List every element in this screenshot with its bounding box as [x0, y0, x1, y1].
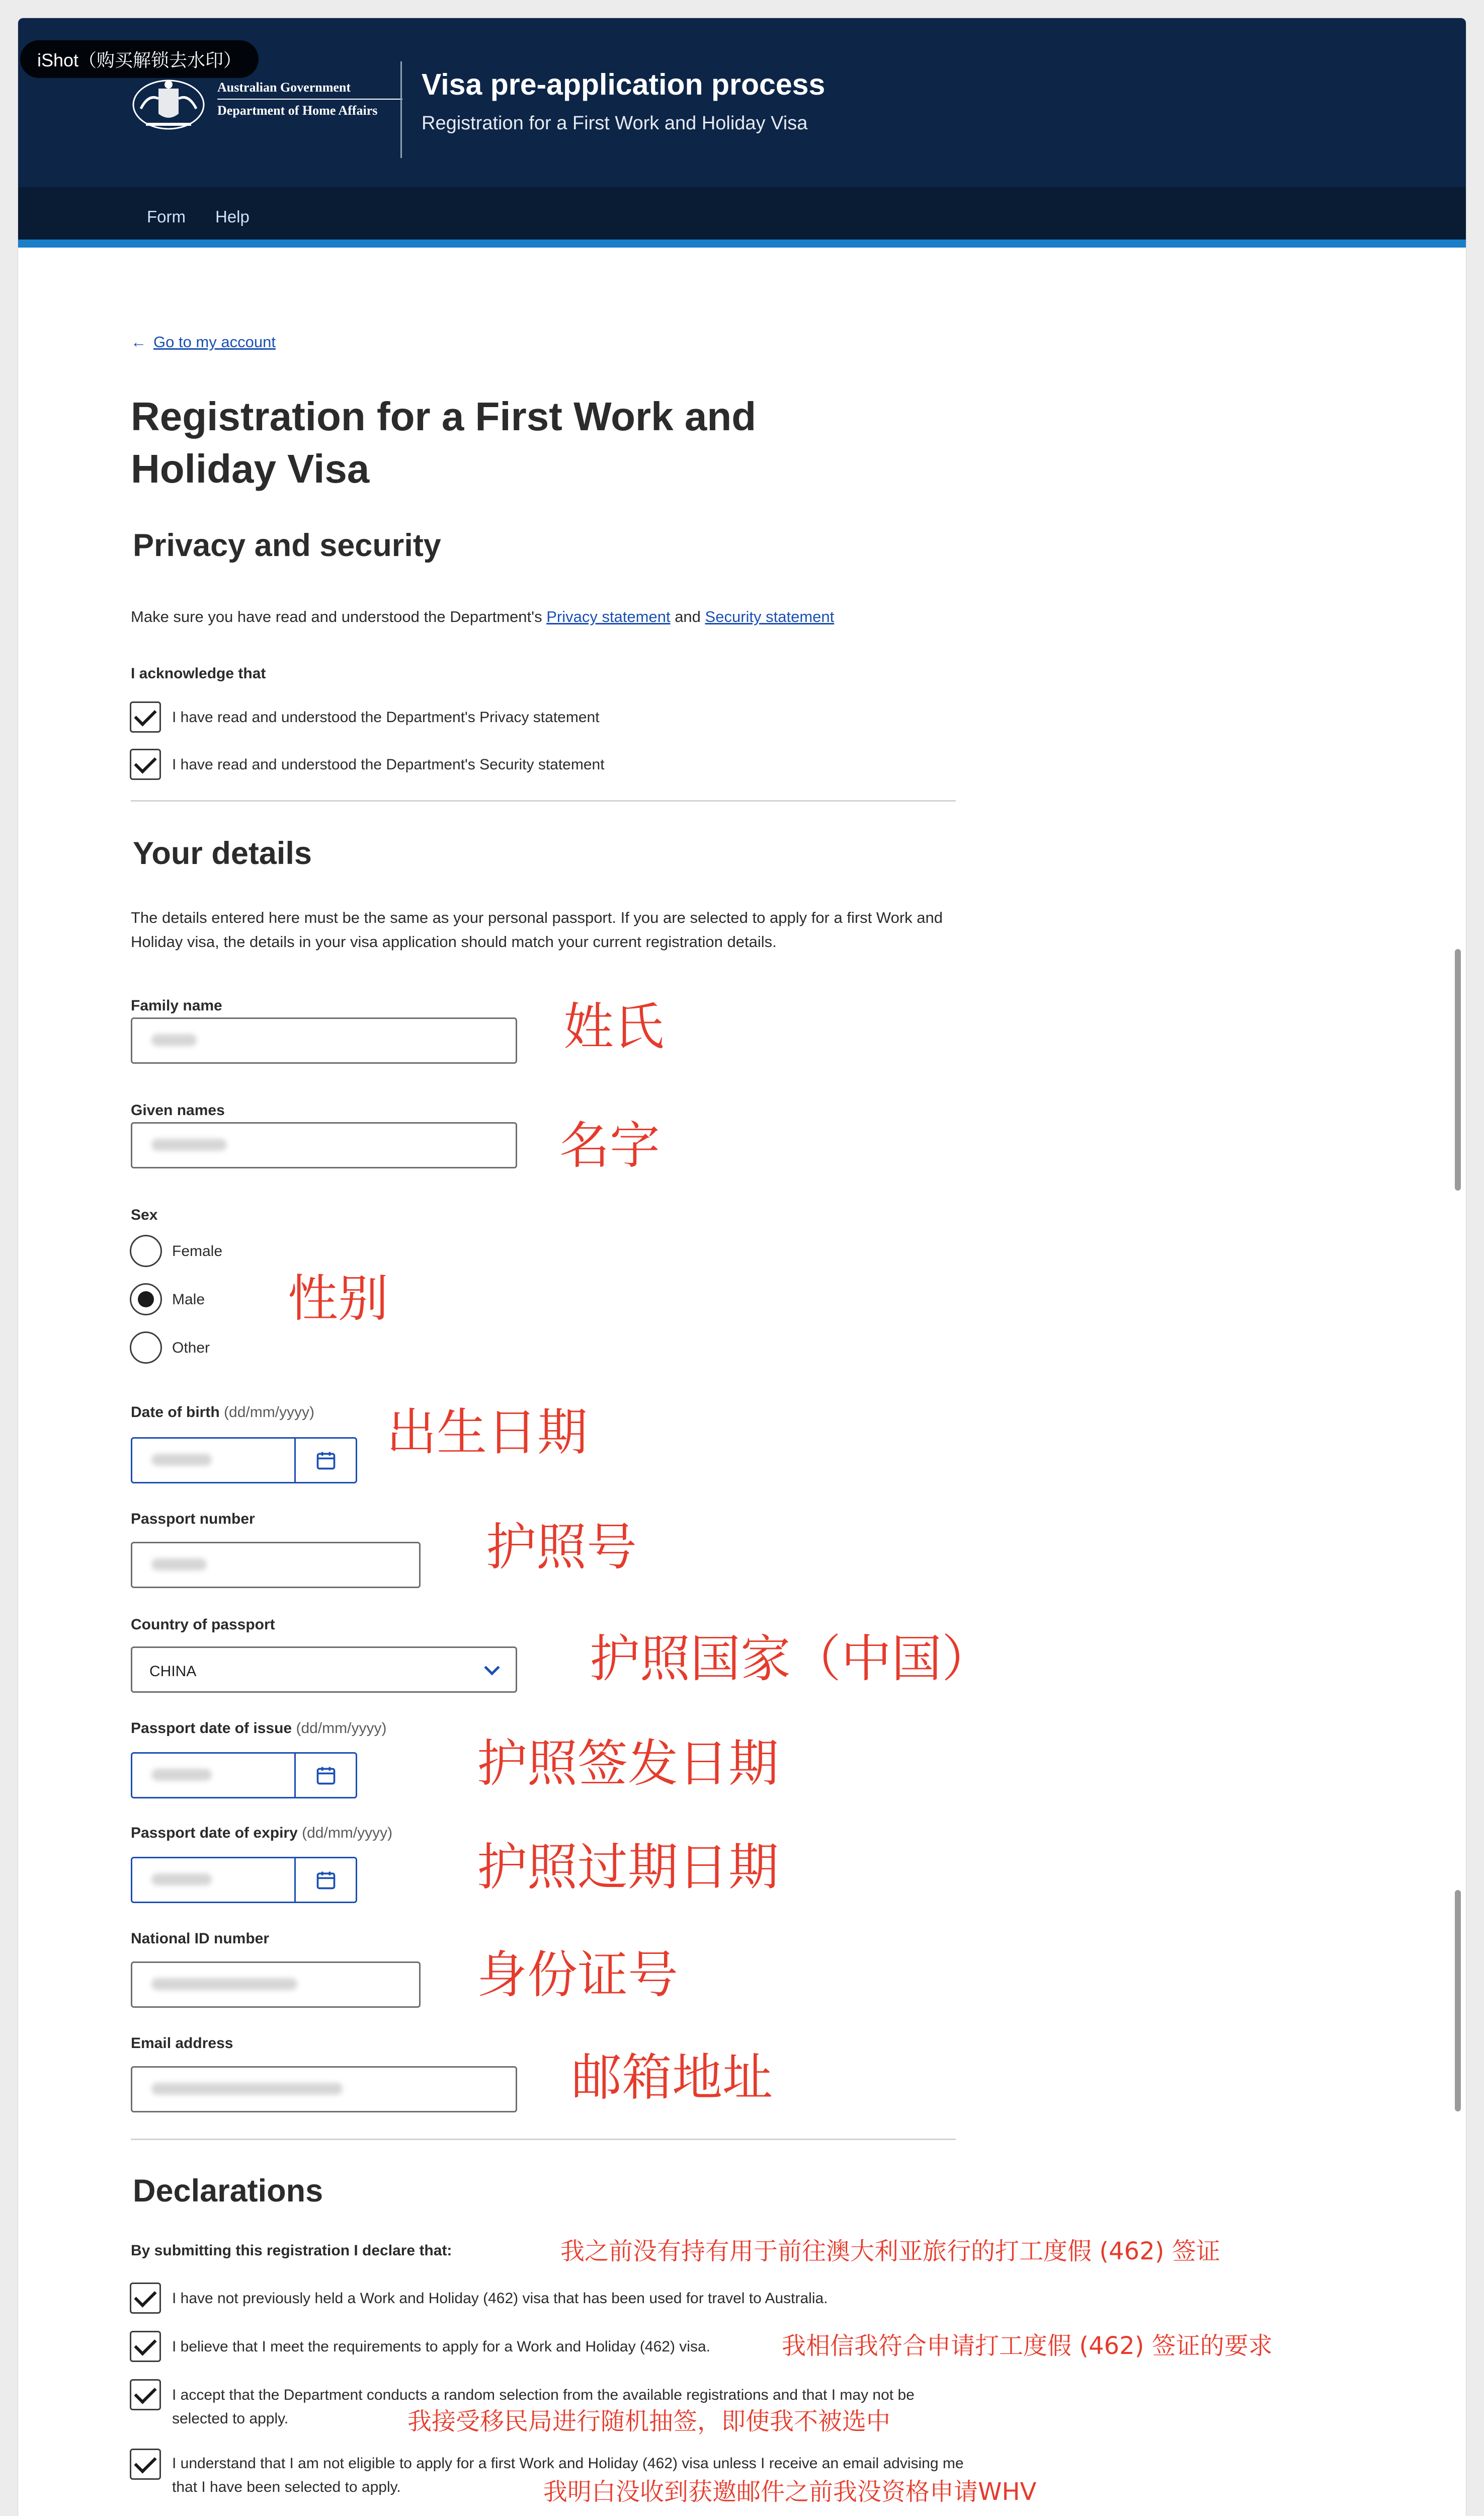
country-value: CHINA [149, 1663, 197, 1680]
sex-female-label: Female [172, 1243, 223, 1260]
issue-date-input[interactable] [131, 1752, 357, 1798]
issue-calendar-button[interactable] [294, 1754, 356, 1797]
browser-page [18, 18, 1466, 2516]
email-input[interactable] [131, 2066, 517, 2112]
expiry-hint: (dd/mm/yyyy) [302, 1825, 393, 1841]
given-names-input[interactable] [131, 1122, 517, 1168]
section-divider [131, 2139, 956, 2140]
main-nav [18, 187, 1466, 248]
annotation-country: 护照国家（中国） [590, 1629, 992, 1688]
calendar-icon [315, 1449, 337, 1471]
declarations-label: By submitting this registration I declare that: [131, 2242, 452, 2259]
privacy-intro [131, 605, 834, 629]
header-title: Visa pre-application process [422, 68, 826, 101]
country-select[interactable] [131, 1646, 517, 1693]
sex-male-label: Male [172, 1291, 205, 1308]
annotation-decl-1: 我相信我符合申请打工度假 (462) 签证的要求 [782, 2332, 1273, 2360]
declarations-heading: Declarations [133, 2173, 323, 2209]
annotation-decl-3: 我明白没收到获邀邮件之前我没资格申请WHV [543, 2478, 1037, 2506]
family-name-input[interactable] [131, 1017, 517, 1064]
declaration-text-4: I understand that I am not eligible to apply for a first Work and Holiday (462) visa unless I receive an email advising me that I have been selected to apply. [172, 2455, 964, 2495]
expiry-label [131, 1825, 392, 1842]
declaration-checkbox-2[interactable] [130, 2331, 161, 2362]
dob-calendar-button[interactable] [294, 1439, 356, 1482]
expiry-calendar-button[interactable] [294, 1858, 356, 1902]
annotation-sex: 性别 [288, 1269, 388, 1328]
annotation-dob: 出生日期 [386, 1403, 588, 1462]
header-subtitle: Registration for a First Work and Holiday Visa [422, 113, 808, 134]
back-link-top[interactable] [131, 333, 276, 351]
declaration-text-1: I have not previously held a Work and Holiday (462) visa that has been used for travel to Australia. [172, 2290, 828, 2307]
annotation-decl-0: 我之前没有持有用于前往澳大利亚旅行的打工度假 (462) 签证 [560, 2237, 1220, 2265]
annotation-issue: 护照签发日期 [477, 1734, 779, 1793]
annotation-id: 身份证号 [477, 1945, 678, 2004]
ishot-watermark: iShot（购买解锁去水印） [20, 40, 259, 78]
scrollbar-thumb-lower[interactable] [1455, 1890, 1461, 2111]
dob-label-text: Date of birth [131, 1404, 220, 1421]
gov-line-2: Department of Home Affairs [217, 103, 378, 118]
security-checkbox[interactable] [130, 749, 161, 780]
given-names-label: Given names [131, 1102, 225, 1119]
country-label: Country of passport [131, 1616, 275, 1633]
national-id-label: National ID number [131, 1930, 270, 1947]
coat-of-arms-logo [131, 73, 206, 134]
declaration-text-2: I believe that I meet the requirements to apply for a Work and Holiday (462) visa. [172, 2338, 710, 2355]
government-name [217, 77, 402, 121]
details-heading: Your details [133, 836, 312, 871]
calendar-icon [315, 1869, 337, 1891]
annotation-family: 姓氏 [563, 997, 664, 1056]
issue-hint: (dd/mm/yyyy) [296, 1720, 387, 1737]
details-intro: The details entered here must be the same as your personal passport. If you are selected to apply for a first Work and Holiday visa, the details in your visa application should match your current registration details. [131, 909, 943, 951]
family-name-label: Family name [131, 997, 222, 1014]
expiry-date-input[interactable] [131, 1857, 357, 1903]
dob-label [131, 1404, 314, 1421]
privacy-checkbox-label: I have read and understood the Department's Privacy statement [172, 709, 600, 726]
header-divider [400, 61, 402, 158]
nav-help-link[interactable]: Help [215, 207, 250, 226]
passport-number-input[interactable] [131, 1542, 421, 1588]
scrollbar-thumb-upper[interactable] [1455, 949, 1461, 1191]
dob-hint: (dd/mm/yyyy) [224, 1404, 315, 1421]
privacy-checkbox[interactable] [130, 701, 161, 733]
acknowledge-label: I acknowledge that [131, 665, 266, 682]
issue-label [131, 1720, 386, 1737]
dob-input[interactable] [131, 1437, 357, 1483]
sex-other-radio[interactable] [130, 1331, 162, 1364]
security-checkbox-label: I have read and understood the Department's Security statement [172, 756, 605, 773]
declaration-checkbox-4[interactable] [130, 2449, 161, 2480]
issue-label-text: Passport date of issue [131, 1720, 292, 1737]
annotation-email: 邮箱地址 [571, 2048, 773, 2107]
sex-male-radio[interactable] [130, 1283, 162, 1315]
arrow-left-icon: ← [131, 333, 146, 351]
declaration-checkbox-1[interactable] [130, 2283, 161, 2314]
privacy-heading: Privacy and security [133, 528, 441, 563]
declaration-checkbox-3[interactable] [130, 2379, 161, 2410]
gov-line-1: Australian Government [217, 80, 351, 95]
sex-label: Sex [131, 1207, 158, 1223]
declaration-text-3: I accept that the Department conducts a random selection from the available registrations and that I may not be selected to apply. [172, 2387, 915, 2427]
annotation-expiry: 护照过期日期 [477, 1838, 779, 1897]
page-title: Registration for a First Work and Holiday Visa [131, 394, 757, 491]
annotation-given: 名字 [559, 1116, 660, 1175]
expiry-label-text: Passport date of expiry [131, 1825, 298, 1841]
privacy-statement-link[interactable]: Privacy statement [546, 608, 671, 625]
privacy-intro-and: and [670, 608, 705, 625]
calendar-icon [315, 1764, 337, 1786]
sex-female-radio[interactable] [130, 1235, 162, 1267]
security-statement-link[interactable]: Security statement [705, 608, 835, 625]
email-label: Email address [131, 2035, 233, 2052]
national-id-input[interactable] [131, 1961, 421, 2008]
privacy-intro-text: Make sure you have read and understood the Department's [131, 608, 547, 625]
annotation-decl-2: 我接受移民局进行随机抽签，即使我不被选中 [407, 2407, 891, 2435]
nav-form-link[interactable]: Form [147, 207, 186, 226]
passport-number-label: Passport number [131, 1511, 255, 1527]
sex-other-label: Other [172, 1340, 210, 1356]
back-link-label: Go to my account [153, 333, 276, 351]
chevron-down-icon [484, 1660, 500, 1675]
section-divider [131, 800, 956, 802]
annotation-passport: 护照号 [486, 1518, 637, 1577]
